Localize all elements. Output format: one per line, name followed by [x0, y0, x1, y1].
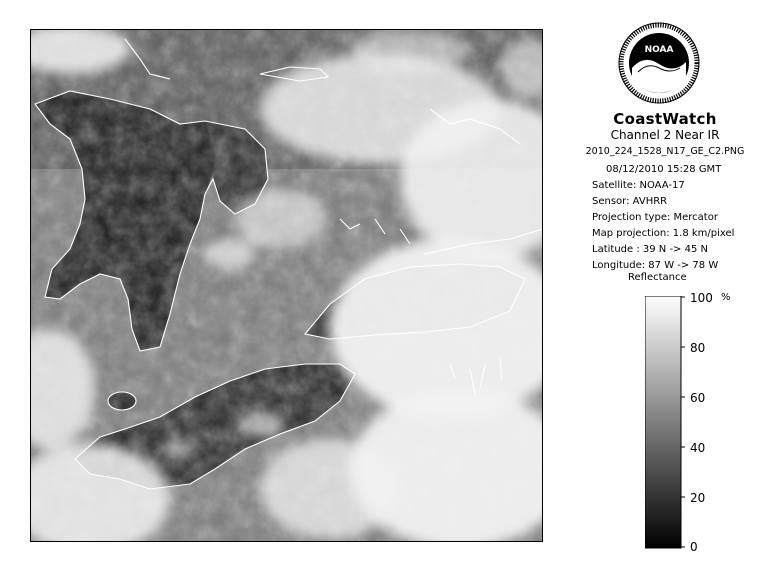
noaa-logo	[618, 22, 700, 104]
map-projection: Map projection: 1.8 km/pixel	[592, 228, 735, 239]
colorbar-tick: 80	[690, 341, 706, 355]
satellite-image	[30, 29, 543, 542]
colorbar-tick: 20	[690, 491, 706, 505]
app-title: CoastWatch	[613, 110, 717, 128]
satellite: Satellite: NOAA-17	[592, 180, 685, 191]
colorbar-tick: 0	[690, 540, 698, 554]
colorbar-tick: 60	[690, 391, 706, 405]
sensor: Sensor: AVHRR	[592, 196, 668, 207]
colorbar-unit: %	[721, 292, 731, 303]
colorbar-title: Reflectance	[628, 272, 687, 283]
colorbar-tick: 100	[690, 291, 713, 305]
colorbar-tick: 40	[690, 441, 706, 455]
longitude-range: Longitude: 87 W -> 78 W	[592, 260, 719, 271]
latitude-range: Latitude : 39 N -> 45 N	[592, 244, 708, 255]
datetime: 08/12/2010 15:28 GMT	[606, 164, 722, 175]
channel-title: Channel 2 Near IR	[610, 128, 720, 142]
projection-type: Projection type: Mercator	[592, 212, 718, 223]
colorbar	[645, 296, 685, 552]
filename: 2010_224_1528_N17_GE_C2.PNG	[585, 146, 745, 157]
logo-text: NOAA	[644, 45, 674, 55]
